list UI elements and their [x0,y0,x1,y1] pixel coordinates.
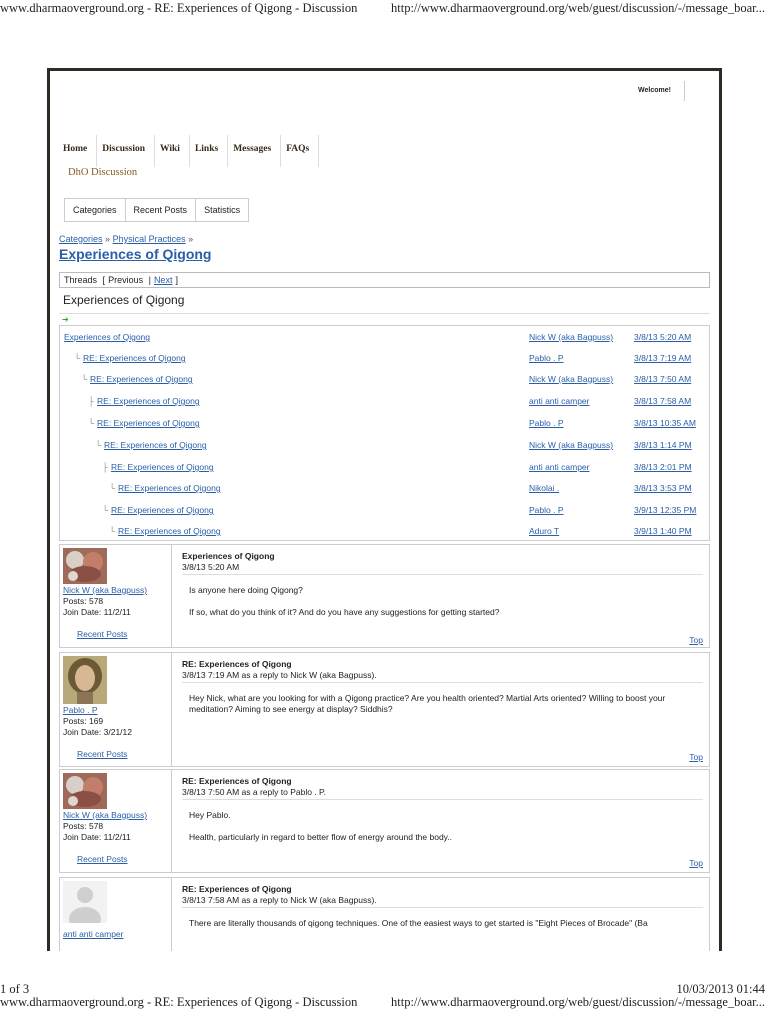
print-footer-title: www.dharmaoverground.org - RE: Experiences of Qigong - Discussion [0,995,358,1009]
tree-row-user[interactable]: Nick W (aka Bagpuss) [529,332,614,342]
tree-row-title[interactable]: RE: Experiences of Qigong [97,396,200,406]
print-header-url: http://www.dharmaoverground.org/web/guest/discussion/-/message_boar... [391,1,766,15]
tree-row-title[interactable]: Experiences of Qigong [64,332,150,342]
breadcrumb-separator: » [105,234,111,244]
tree-branch-icon: ├ [102,462,109,472]
tree-row-date[interactable]: 3/8/13 1:14 PM [634,440,692,450]
print-footer-url: http://www.dharmaoverground.org/web/guest/discussion/-/message_boar... [391,995,766,1009]
post [59,769,710,873]
print-header-title: www.dharmaoverground.org - RE: Experiences of Qigong - Discussion [0,1,358,15]
tree-row [60,434,709,455]
tab-categories[interactable]: Categories [65,199,126,221]
page-title[interactable]: Experiences of Qigong [59,246,212,262]
post-content [172,653,709,766]
tree-branch-icon: └ [81,374,88,384]
tree-row-title[interactable]: RE: Experiences of Qigong [111,462,214,472]
discussion-tabs [64,198,249,222]
avatar[interactable] [63,773,107,809]
nav-discussion[interactable]: Discussion [97,135,155,167]
tree-row-user[interactable]: anti anti camper [529,462,590,472]
post-title: RE: Experiences of Qigong [182,659,292,669]
tree-row [60,477,709,498]
tree-row-user[interactable]: Nick W (aka Bagpuss) [529,440,614,450]
tree-row [60,499,709,520]
post-author-panel [60,770,172,872]
post-body-line: Hey Nick, what are you looking for with a Qigong practice? Are you health oriented? Martial Arts oriented? Willing to boost your meditation? Aiming to see energy at display? Siddhis? [189,693,666,714]
page-number: 1 of 3 [0,982,30,996]
recent-posts-link[interactable]: Recent Posts [77,629,128,639]
tree-row-user[interactable]: Nikolai . [529,483,560,493]
post-content [172,878,709,951]
divider [182,799,703,800]
tree-branch-icon: └ [109,483,116,493]
tree-row-user[interactable]: Pablo . P [529,418,564,428]
avatar-placeholder-icon[interactable] [63,881,107,923]
threads-label: Threads [64,275,98,285]
print-footer-urls [0,995,768,1011]
tree-row-title[interactable]: RE: Experiences of Qigong [97,418,200,428]
post-body-line: If so, what do you think of it? And do you have any suggestions for getting started? [189,607,500,617]
post-author-name[interactable]: Pablo . P [63,705,98,715]
nav-faqs[interactable]: FAQs [281,135,319,167]
tree-row-title[interactable]: RE: Experiences of Qigong [118,483,221,493]
post [59,544,710,648]
tree-row-date[interactable]: 3/8/13 5:20 AM [634,332,692,342]
post-author-join-date: Join Date: 11/2/11 [63,832,131,842]
top-link[interactable]: Top [689,635,703,645]
post-meta: 3/8/13 7:58 AM as a reply to Nick W (aka Bagpuss). [182,895,377,905]
divider [182,574,703,575]
post-author-posts: Posts: 169 [63,716,104,726]
tree-row-date[interactable]: 3/9/13 1:40 PM [634,526,692,536]
post-title: RE: Experiences of Qigong [182,776,292,786]
post-author-join-date: Join Date: 11/2/11 [63,607,131,617]
divider [182,907,703,908]
threads-nav-bar: Threads [ Previous | Next ] [59,272,710,288]
post-author-panel [60,878,172,951]
post [59,877,710,951]
post-author-name[interactable]: anti anti camper [63,929,124,939]
avatar[interactable] [63,548,107,584]
tree-branch-icon: └ [109,526,116,536]
post-content [172,770,709,872]
tree-row-user[interactable]: anti anti camper [529,396,590,406]
tree-row-title[interactable]: RE: Experiences of Qigong [83,353,186,363]
tree-branch-icon: ├ [88,396,95,406]
tree-row-date[interactable]: 3/8/13 7:58 AM [634,396,692,406]
recent-posts-link[interactable]: Recent Posts [77,854,128,864]
tab-statistics[interactable]: Statistics [204,205,241,215]
tree-row-title[interactable]: RE: Experiences of Qigong [104,440,207,450]
post-body-line: Health, particularly in regard to better flow of energy around the body.. [189,832,453,842]
breadcrumb-separator: » [188,234,194,244]
post-meta: 3/8/13 5:20 AM [182,562,240,572]
post-author-posts: Posts: 578 [63,596,104,606]
tree-row [60,326,709,347]
tree-branch-icon: └ [95,440,102,450]
post-author-name[interactable]: Nick W (aka Bagpuss) [63,810,148,820]
tree-row-date[interactable]: 3/8/13 7:19 AM [634,353,692,363]
breadcrumb-physical-practices[interactable]: Physical Practices [112,234,186,244]
tree-row-date[interactable]: 3/9/13 12:35 PM [634,505,697,515]
recent-posts-link[interactable]: Recent Posts [77,749,128,759]
nav-home[interactable]: Home [58,135,97,167]
tree-row [60,368,709,389]
welcome-text: Welcome! [638,87,671,94]
print-date: 10/03/2013 01:44 [676,982,765,996]
thread-tree [59,325,710,541]
post-meta: 3/8/13 7:19 AM as a reply to Nick W (aka Bagpuss). [182,670,377,680]
tree-row [60,390,709,411]
arrow-right-icon: ➔ [62,315,69,324]
avatar[interactable] [63,656,107,704]
top-link[interactable]: Top [689,752,703,762]
thread-heading: Experiences of Qigong [59,290,710,314]
tree-row-date[interactable]: 3/8/13 2:01 PM [634,462,692,472]
main-nav [58,135,319,167]
nav-wiki[interactable]: Wiki [155,135,190,167]
post-author-join-date: Join Date: 3/21/12 [63,727,132,737]
tree-row-user[interactable]: Pablo . P [529,505,564,515]
tree-row-user[interactable]: Pablo . P [529,353,564,363]
tree-row-date[interactable]: 3/8/13 3:53 PM [634,483,692,493]
post-author-posts: Posts: 578 [63,821,104,831]
tree-row-title[interactable]: RE: Experiences of Qigong [118,526,221,536]
breadcrumb [59,234,193,244]
tab-recent-posts[interactable]: Recent Posts [126,199,197,221]
site-subtitle: DhO Discussion [68,167,138,178]
next-link[interactable]: Next [153,275,173,285]
post-author-panel [60,653,172,766]
post-body-line: Hey Pablo. [189,810,231,820]
post-body-line: Is anyone here doing Qigong? [189,585,303,595]
tree-row-date[interactable]: 3/8/13 7:50 AM [634,374,692,384]
post-title: Experiences of Qigong [182,551,275,561]
breadcrumb-categories[interactable]: Categories [59,234,103,244]
tree-row-date[interactable]: 3/8/13 10:35 AM [634,418,696,428]
nav-links[interactable]: Links [190,135,228,167]
post-title: RE: Experiences of Qigong [182,884,292,894]
post-author-name[interactable]: Nick W (aka Bagpuss) [63,585,148,595]
tree-row [60,347,709,368]
post-meta: 3/8/13 7:50 AM as a reply to Pablo . P. [182,787,326,797]
tree-branch-icon: └ [74,353,81,363]
post-author-panel [60,545,172,647]
divider [684,81,685,101]
previous-label: Previous [108,275,144,285]
tree-row [60,456,709,477]
print-header [0,0,768,18]
post-body-line: There are literally thousands of qigong techniques. One of the easiest ways to get started is "Eight Pieces of Brocade" (Ba [189,918,648,928]
tree-row-title[interactable]: RE: Experiences of Qigong [90,374,193,384]
nav-messages[interactable]: Messages [228,135,281,167]
top-link[interactable]: Top [689,858,703,868]
tree-row-user[interactable]: Aduro T [529,526,560,536]
tree-branch-icon: └ [88,418,95,428]
tree-row [60,520,709,541]
post [59,652,710,767]
tree-row-user[interactable]: Nick W (aka Bagpuss) [529,374,614,384]
tree-row-title[interactable]: RE: Experiences of Qigong [111,505,214,515]
tree-branch-icon: └ [102,505,109,515]
post-content [172,545,709,647]
divider [182,682,703,683]
page-frame [47,68,722,951]
tree-row [60,412,709,433]
